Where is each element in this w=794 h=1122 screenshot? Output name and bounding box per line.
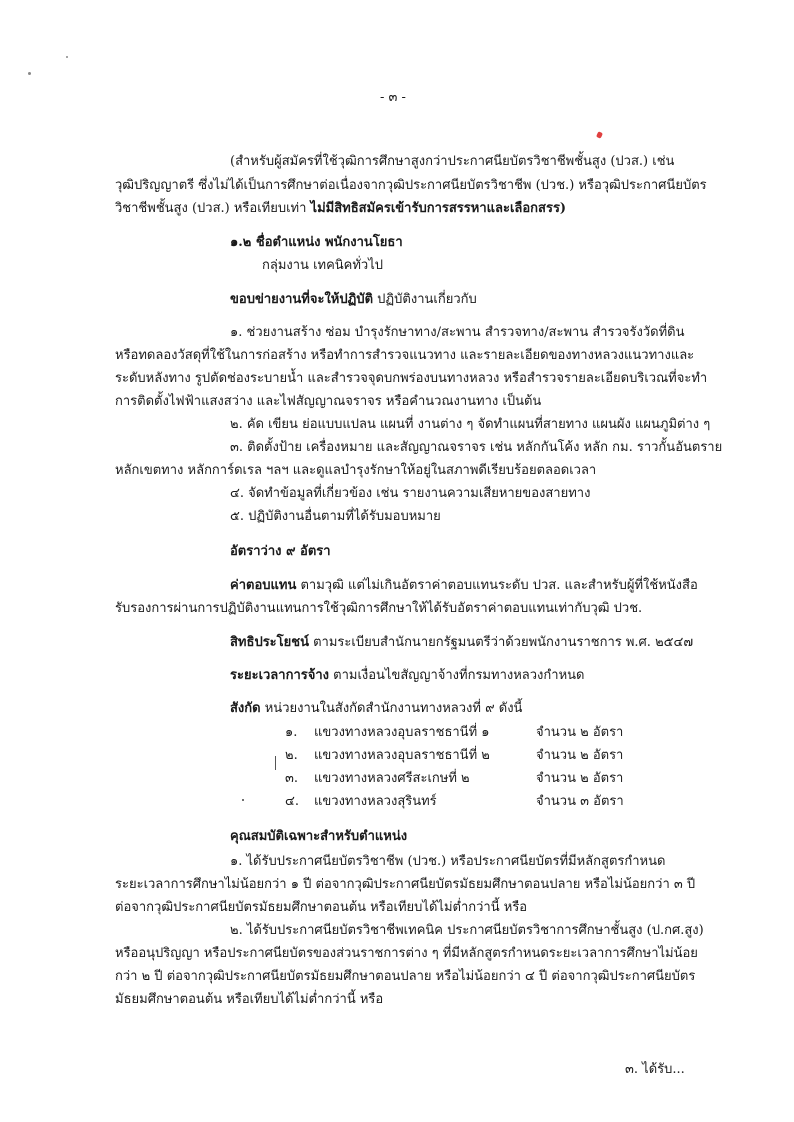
qualification-1-line-3: ต่อจากวุฒิประกาศนียบัตรมัธยมศึกษาตอนต้น หรือเทียบได้ไม่ต่ำกว่านี้ หรือ: [115, 900, 528, 915]
affiliation: [230, 697, 522, 718]
scan-speck: [28, 72, 31, 75]
office-name: แขวงทางหลวงอุบลราชธานีที่ ๑: [314, 725, 490, 740]
page-number: - ๓ -: [380, 90, 406, 105]
scope-item-5: ๕. ปฏิบัติงานอื่นตามที่ได้รับมอบหมาย: [230, 509, 441, 524]
scope-heading-text: ปฏิบัติงานเกี่ยวกับ: [373, 292, 477, 307]
office-name: แขวงทางหลวงสุรินทร์: [314, 794, 437, 809]
qualification-2-line-2: หรืออนุปริญญา หรือประกาศนียบัตรของส่วนราชการต่าง ๆ ที่มีหลักสูตรกำหนดระยะเวลาการศึกษาไม่น้อย: [115, 946, 698, 961]
intro-line-2: วุฒิปริญญาตรี ซึ่งไม่ได้เป็นการศึกษาต่อเนื่องจากวุฒิประกาศนียบัตรวิชาชีพ (ปวช.) หรือวุฒิประกาศนียบัตร: [115, 178, 707, 193]
position-heading: ๑.๒ ชื่อตำแหน่ง พนักงานโยธา: [230, 235, 403, 250]
office-count: จำนวน ๒ อัตรา: [536, 748, 624, 763]
benefits-text: ตามระเบียบสำนักนายกรัฐมนตรีว่าด้วยพนักงานราชการ พ.ศ. ๒๕๔๗: [308, 635, 694, 650]
compensation-text: ตามวุฒิ แต่ไม่เกินอัตราค่าตอบแทนระดับ ปวส. และสำหรับผู้ที่ใช้หนังสือ: [296, 578, 698, 593]
scope-item-4: ๔. จัดทำข้อมูลที่เกี่ยวข้อง เช่น รายงานความเสียหายของสายทาง: [230, 486, 591, 501]
scope-item-1-line-2: หรือทดลองวัสดุที่ใช้ในการก่อสร้าง หรือทำการสำรวจแนวทาง และรายละเอียดของทางหลวงแนวทางและ: [115, 348, 695, 363]
scope-item-1-line-4: การติดตั้งไฟฟ้าแสงสว่าง และไฟสัญญาณจราจร หรือคำนวณงานทาง เป็นต้น: [115, 394, 542, 409]
office-name: แขวงทางหลวงอุบลราชธานีที่ ๒: [314, 748, 490, 763]
scope-item-1-line-1: ๑. ช่วยงานสร้าง ซ่อม บำรุงรักษาทาง/สะพาน สำรวจทาง/สะพาน สำรวจรังวัดที่ดิน: [230, 325, 685, 340]
qualification-1-line-1: ๑. ได้รับประกาศนียบัตรวิชาชีพ (ปวช.) หรือประกาศนียบัตรที่มีหลักสูตรกำหนด: [230, 854, 666, 869]
compensation-line-2: รับรองการผ่านการปฏิบัติงานแทนการใช้วุฒิการศึกษาให้ได้รับอัตราค่าตอบแทนเท่ากับวุฒิ ปวช.: [115, 601, 643, 616]
scope-item-1-line-3: ระดับหลังทาง รูปตัดช่องระบายน้ำ และสำรวจจุดบกพร่องบนทางหลวง หรือสำรวจรายละเอียดบริเวณที่จะทำ: [115, 371, 708, 386]
scope-item-2: ๒. คัด เขียน ย่อแบบแปลน แผนที่ งานต่าง ๆ จัดทำแผนที่สายทาง แผนผัง แผนภูมิต่าง ๆ: [230, 417, 711, 432]
scan-speck: [275, 756, 276, 770]
affiliation-text: หน่วยงานในสังกัดสำนักงานทางหลวงที่ ๙ ดังนี้: [260, 701, 523, 716]
vacancy: อัตราว่าง ๙ อัตรา: [230, 544, 331, 559]
affiliation-label: สังกัด: [230, 701, 261, 716]
intro-line-1: (สำหรับผู้สมัครที่ใช้วุฒิการศึกษาสูงกว่าประกาศนียบัตรวิชาชีพชั้นสูง (ปวส.) เช่น: [230, 154, 675, 169]
office-count: จำนวน ๒ อัตรา: [536, 725, 624, 740]
qualification-2-line-3: กว่า ๒ ปี ต่อจากวุฒิประกาศนียบัตรมัธยมศึกษาตอนปลาย หรือไม่น้อยกว่า ๔ ปี ต่อจากวุฒิประกาศนียบัตร: [115, 969, 696, 984]
qualifications-heading: คุณสมบัติเฉพาะสำหรับตำแหน่ง: [230, 829, 408, 844]
compensation-line-1: [230, 574, 698, 595]
scope-heading-bold: ขอบข่ายงานที่จะให้ปฏิบัติ: [230, 292, 374, 307]
employment-duration: [230, 664, 584, 685]
scope-item-3-line-1: ๓. ติดตั้งป้าย เครื่องหมาย และสัญญาณจราจร เช่น หลักกันโค้ง หลัก กม. ราวกั้นอันตราย: [230, 440, 723, 455]
position-group: กลุ่มงาน เทคนิคทั่วไป: [262, 258, 384, 273]
continued-marker: ๓. ได้รับ...: [625, 1062, 685, 1077]
scope-heading: [230, 288, 477, 309]
scope-item-3-line-2: หลักเขตทาง หลักการ์ดเรล ฯลฯ และดูแลบำรุงรักษาให้อยู่ในสภาพดีเรียบร้อยตลอดเวลา: [115, 463, 597, 478]
qualification-1-line-2: ระยะเวลาการศึกษาไม่น้อยกว่า ๑ ปี ต่อจากวุฒิประกาศนียบัตรมัธยมศึกษาตอนปลาย หรือไม่น้อยกว่า ๓ ปี: [115, 877, 696, 892]
scan-speck: [242, 799, 244, 801]
scan-speck: [66, 56, 68, 58]
office-count: จำนวน ๒ อัตรา: [536, 771, 624, 786]
office-name: แขวงทางหลวงศรีสะเกษที่ ๒: [314, 771, 470, 786]
intro-line-3-bold: ไม่มีสิทธิสมัครเข้ารับการสรรหาและเลือกสรร): [310, 201, 567, 216]
compensation-label: ค่าตอบแทน: [230, 578, 297, 593]
intro-line-3-text: วิชาชีพชั้นสูง (ปวส.) หรือเทียบเท่า: [115, 201, 311, 216]
benefits-label: สิทธิประโยชน์: [230, 635, 309, 650]
office-number: ๒.: [285, 748, 298, 763]
office-count: จำนวน ๓ อัตรา: [536, 794, 624, 809]
qualification-2-line-1: ๒. ได้รับประกาศนียบัตรวิชาชีพเทคนิค ประกาศนียบัตรวิชาการศึกษาชั้นสูง (ป.กศ.สูง): [230, 923, 704, 938]
office-number: ๓.: [285, 771, 299, 786]
duration-text: ตามเงื่อนไขสัญญาจ้างที่กรมทางหลวงกำหนด: [329, 668, 585, 683]
duration-label: ระยะเวลาการจ้าง: [230, 668, 329, 683]
qualification-2-line-4: มัธยมศึกษาตอนต้น หรือเทียบได้ไม่ต่ำกว่านี้ หรือ: [115, 992, 384, 1007]
office-number: ๔.: [285, 794, 299, 809]
benefits: [230, 631, 693, 652]
intro-line-3: [115, 197, 566, 218]
office-number: ๑.: [285, 725, 298, 740]
red-ink-mark: [596, 131, 603, 139]
